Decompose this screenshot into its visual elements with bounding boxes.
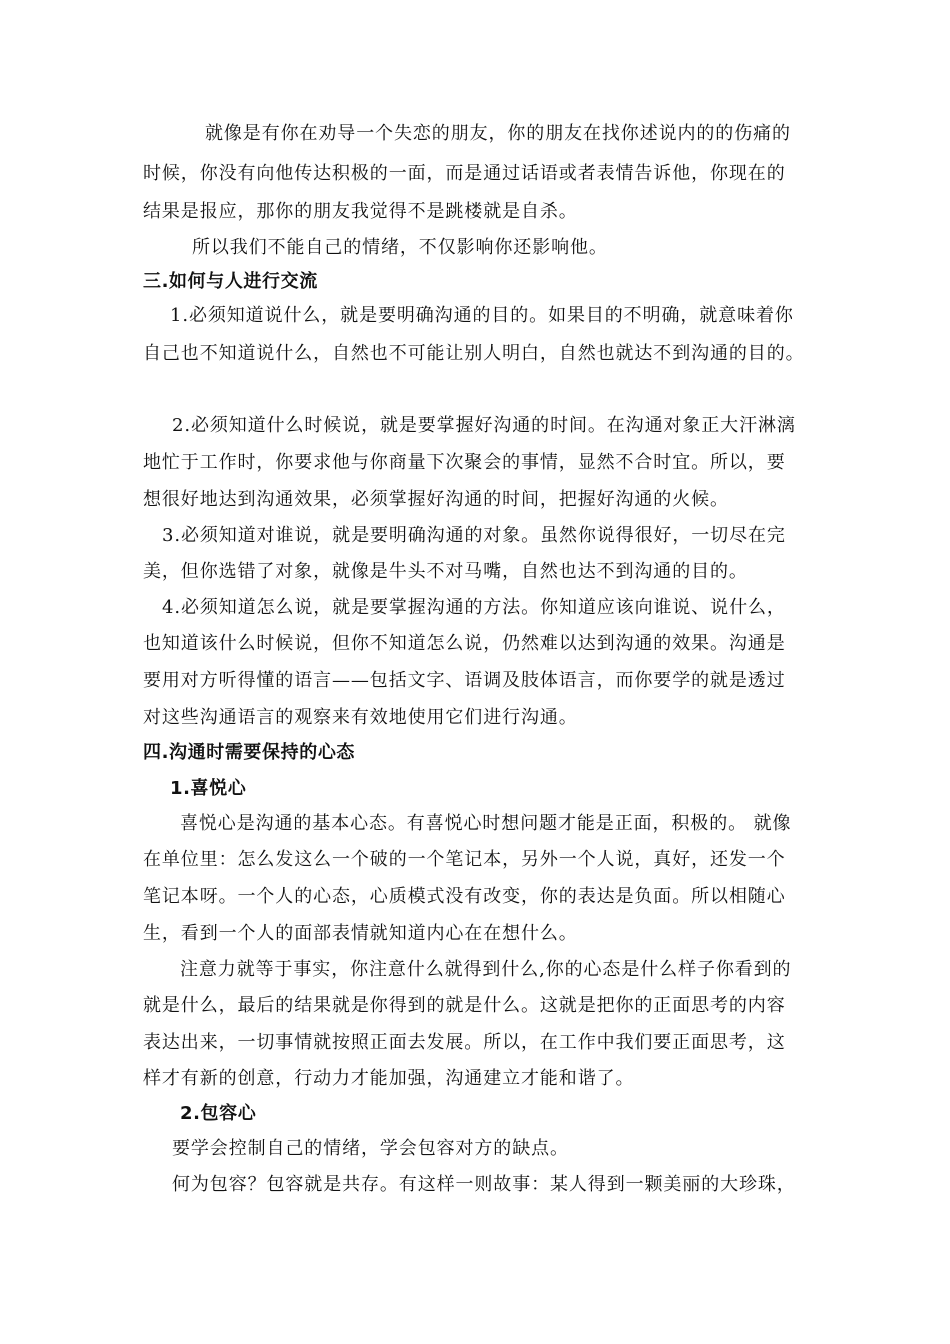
- paragraph-line: 2.必须知道什么时候说，就是要掌握好沟通的时间。在沟通对象正大汗淋漓: [172, 415, 796, 436]
- subheading-joy: 1.喜悦心: [170, 778, 247, 799]
- section-heading-3: 三.如何与人进行交流: [143, 271, 318, 292]
- paragraph-line: 喜悦心是沟通的基本心态。有喜悦心时想问题才能是正面，积极的。 就像: [180, 813, 792, 834]
- paragraph-line: 对这些沟通语言的观察来有效地使用它们进行沟通。: [143, 707, 578, 728]
- paragraph-line: 要用对方听得懂的语言——包括文字、语调及肢体语言，而你要学的就是透过: [143, 670, 786, 691]
- subheading-tolerance: 2.包容心: [180, 1103, 257, 1124]
- paragraph-line: 1.必须知道说什么，就是要明确沟通的目的。如果目的不明确，就意味着你: [170, 305, 794, 326]
- paragraph-line: 3.必须知道对谁说，就是要明确沟通的对象。虽然你说得很好，一切尽在完: [162, 525, 786, 546]
- paragraph-line: 美，但你选错了对象，就像是牛头不对马嘴，自然也达不到沟通的目的。: [143, 561, 748, 582]
- paragraph-line: 地忙于工作时，你要求他与你商量下次聚会的事情，显然不合时宜。所以，要: [143, 452, 786, 473]
- paragraph-line: 想很好地达到沟通效果，必须掌握好沟通的时间，把握好沟通的火候。: [143, 489, 729, 510]
- paragraph-line: 笔记本呀。一个人的心态，心质模式没有改变，你的表达是负面。所以相随心: [143, 886, 786, 907]
- section-heading-4: 四.沟通时需要保持的心态: [143, 742, 356, 763]
- paragraph-line: 自己也不知道说什么，自然也不可能让别人明白，自然也就达不到沟通的目的。: [143, 343, 805, 364]
- paragraph-line: 何为包容？包容就是共存。有这样一则故事：某人得到一颗美丽的大珍珠，: [172, 1174, 796, 1195]
- paragraph-line: 4.必须知道怎么说，就是要掌握沟通的方法。你知道应该向谁说、说什么，: [162, 597, 786, 618]
- paragraph-line: 时候，你没有向他传达积极的一面，而是通过话语或者表情告诉他，你现在的: [143, 163, 786, 184]
- paragraph-line: 生，看到一个人的面部表情就知道内心在在想什么。: [143, 923, 578, 944]
- paragraph-line: 所以我们不能自己的情绪，不仅影响你还影响他。: [192, 237, 608, 258]
- paragraph-line: 就像是有你在劝导一个失恋的朋友，你的朋友在找你述说内的的伤痛的: [205, 123, 791, 144]
- paragraph-line: 在单位里：怎么发这么一个破的一个笔记本，另外一个人说，真好，还发一个: [143, 849, 786, 870]
- paragraph-line: 也知道该什么时候说，但你不知道怎么说，仍然难以达到沟通的效果。沟通是: [143, 633, 786, 654]
- paragraph-line: 结果是报应，那你的朋友我觉得不是跳楼就是自杀。: [143, 201, 578, 222]
- paragraph-line: 就是什么，最后的结果就是你得到的就是什么。这就是把你的正面思考的内容: [143, 995, 786, 1016]
- paragraph-line: 要学会控制自己的情绪，学会包容对方的缺点。: [172, 1138, 569, 1159]
- paragraph-line: 注意力就等于事实，你注意什么就得到什么,你的心态是什么样子你看到的: [180, 959, 792, 980]
- paragraph-line: 样才有新的创意，行动力才能加强，沟通建立才能和谐了。: [143, 1068, 635, 1089]
- paragraph-line: 表达出来，一切事情就按照正面去发展。所以，在工作中我们要正面思考，这: [143, 1032, 786, 1053]
